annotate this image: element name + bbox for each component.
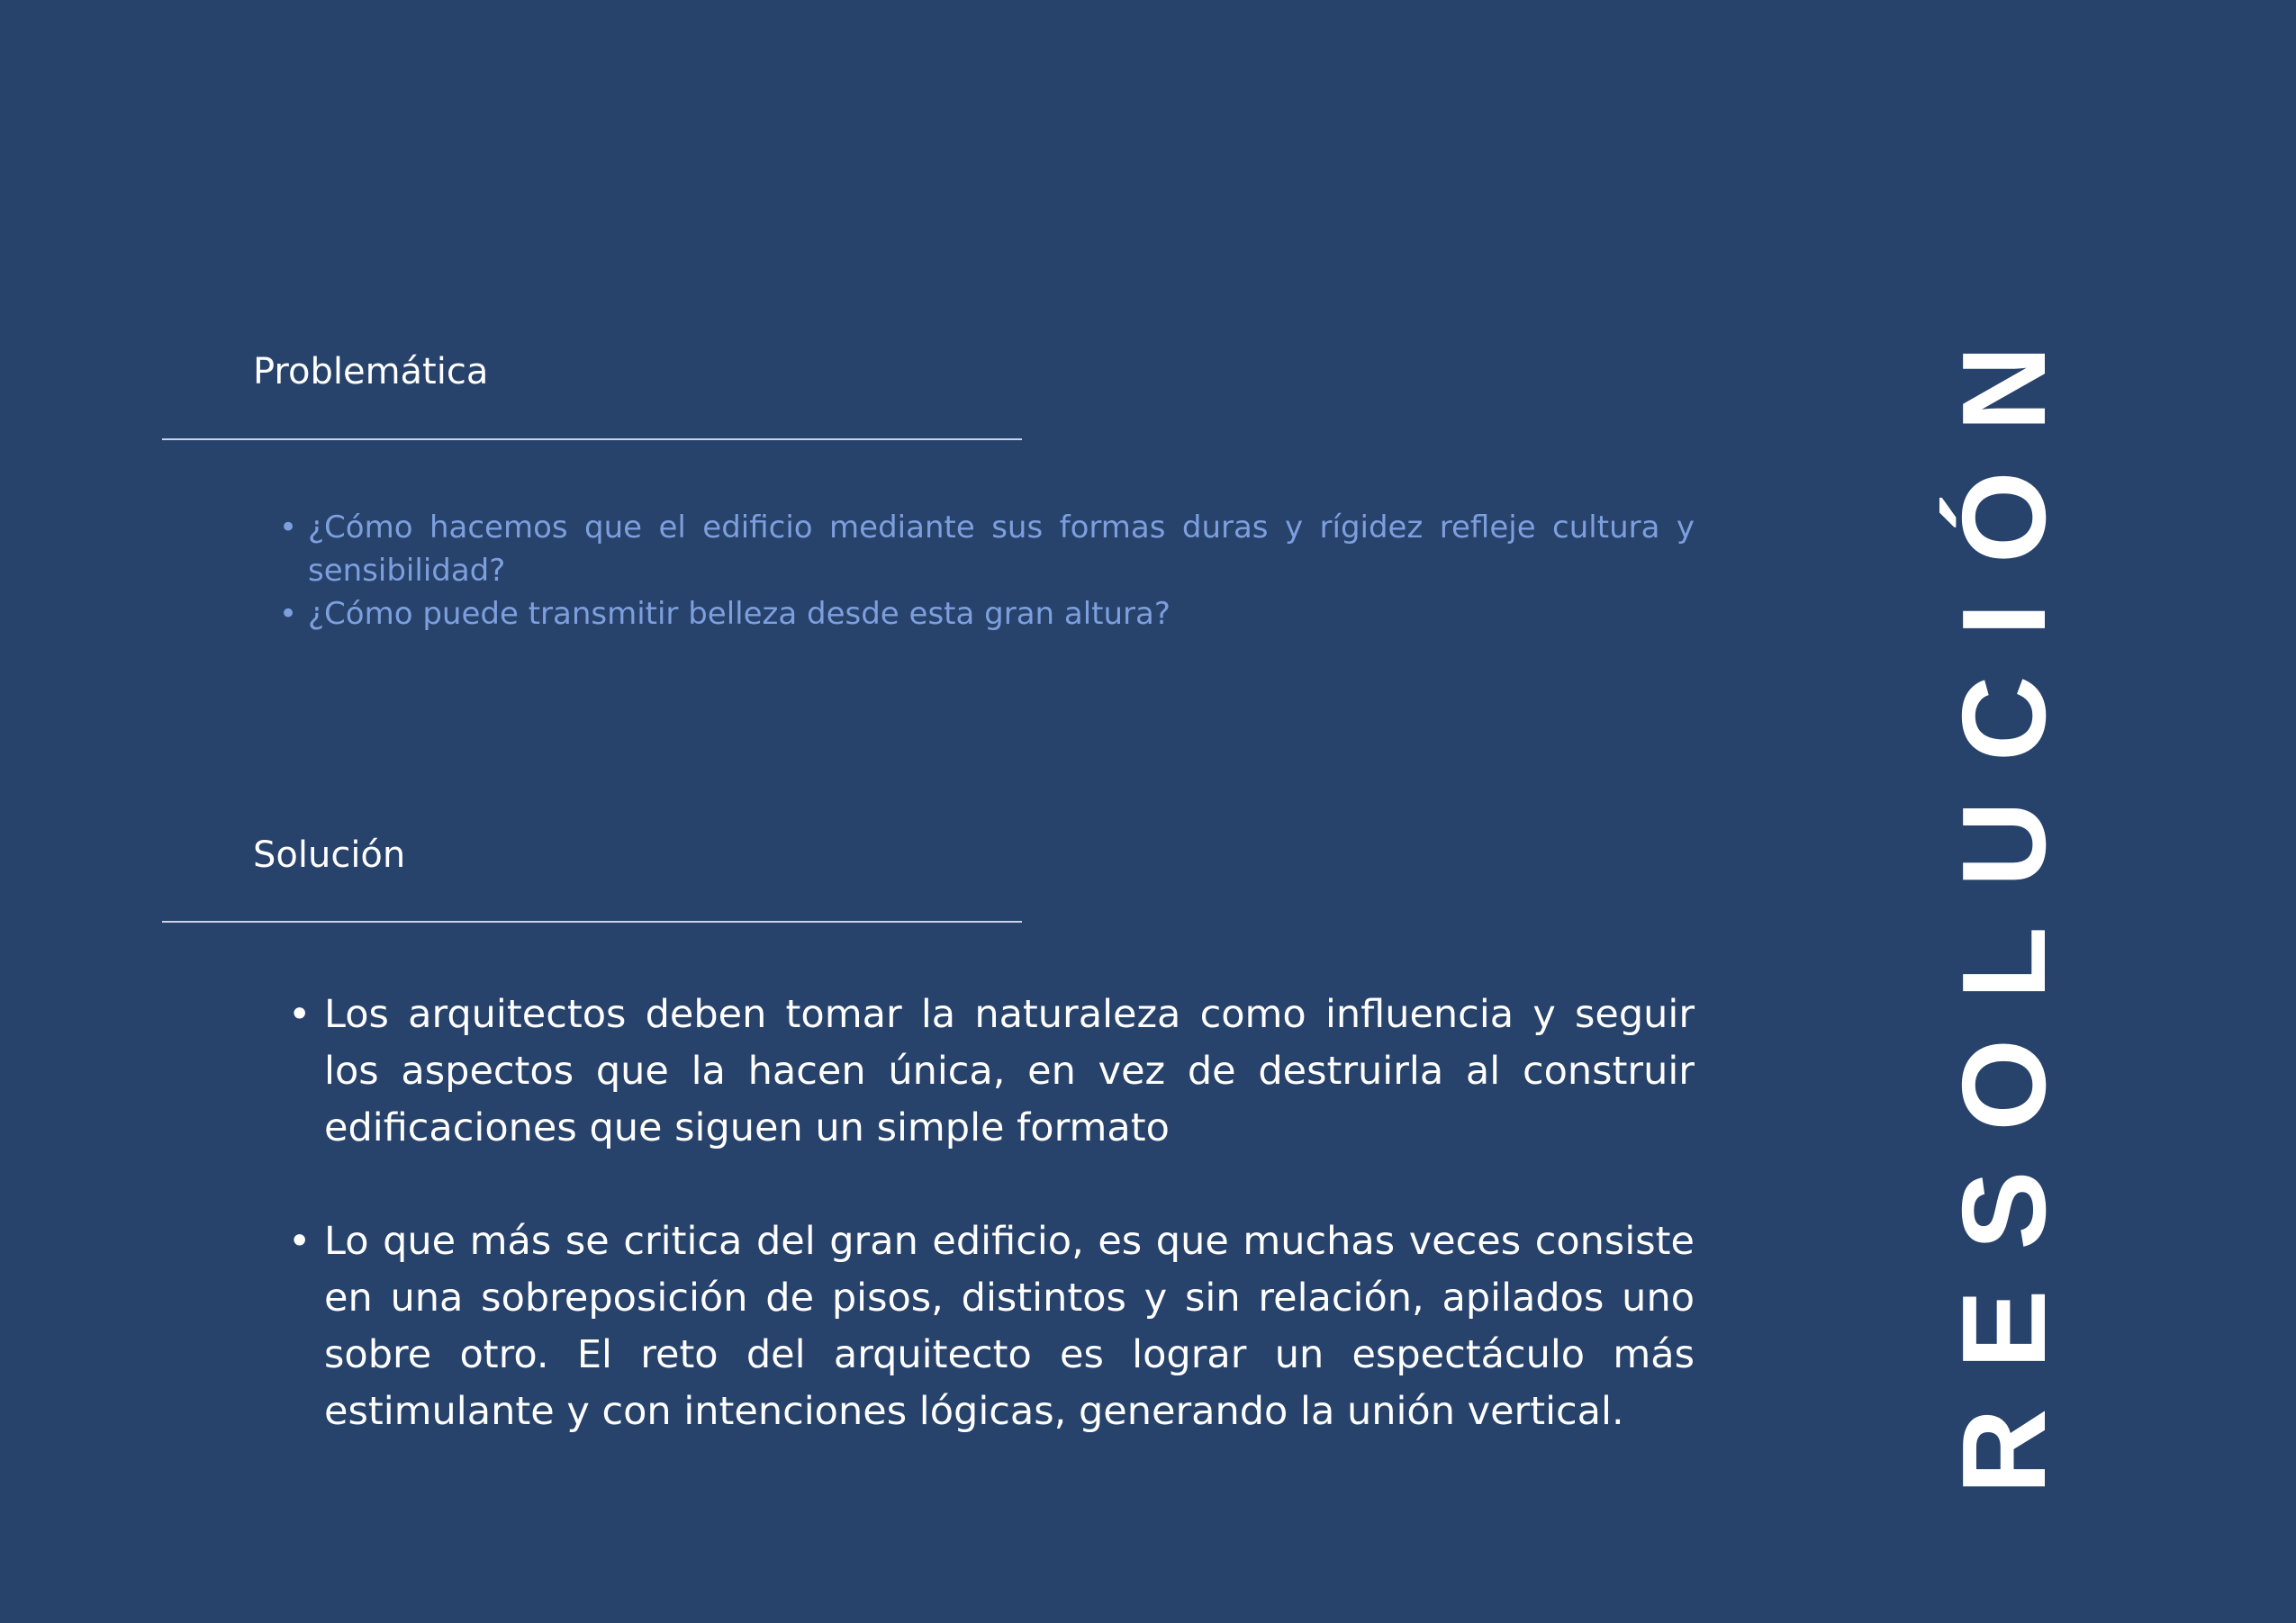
side-title: RESOLUCIÓN xyxy=(1938,305,2070,1495)
solution-list-item xyxy=(288,1213,1695,1440)
solution-item-text: Los arquitectos deben tomar la naturaleza como influencia y seguir los aspectos que la hacen única, en vez de destruirla al construir edificaciones que siguen un simple formato xyxy=(324,992,1695,1150)
problem-item-text: ¿Cómo puede transmitir belleza desde esta gran altura? xyxy=(308,596,1171,632)
bullet-icon: • xyxy=(288,1219,312,1264)
solution-item-text: Lo que más se critica del gran edificio, es que muchas veces consiste en una sobreposición de pisos, distintos y sin relación, apilados uno sobre otro. El reto del arquitecto es lograr un espectáculo más estimulante y con intenciones lógicas, generando la unión vertical. xyxy=(324,1219,1695,1434)
solution-list-item xyxy=(288,987,1695,1157)
problem-list xyxy=(279,506,1695,636)
problem-item-text: ¿Cómo hacemos que el edificio mediante sus formas duras y rígidez refleje cultura y sensibilidad? xyxy=(308,509,1695,589)
bullet-icon: • xyxy=(279,596,298,632)
problem-heading: Problemática xyxy=(253,351,489,392)
problem-divider xyxy=(162,438,1022,440)
problem-list-item xyxy=(279,506,1695,592)
bullet-icon: • xyxy=(288,992,312,1037)
solution-divider xyxy=(162,921,1022,923)
problem-list-item xyxy=(279,592,1695,636)
solution-heading: Solución xyxy=(253,834,406,876)
bullet-icon: • xyxy=(279,509,298,546)
solution-list xyxy=(288,987,1695,1440)
